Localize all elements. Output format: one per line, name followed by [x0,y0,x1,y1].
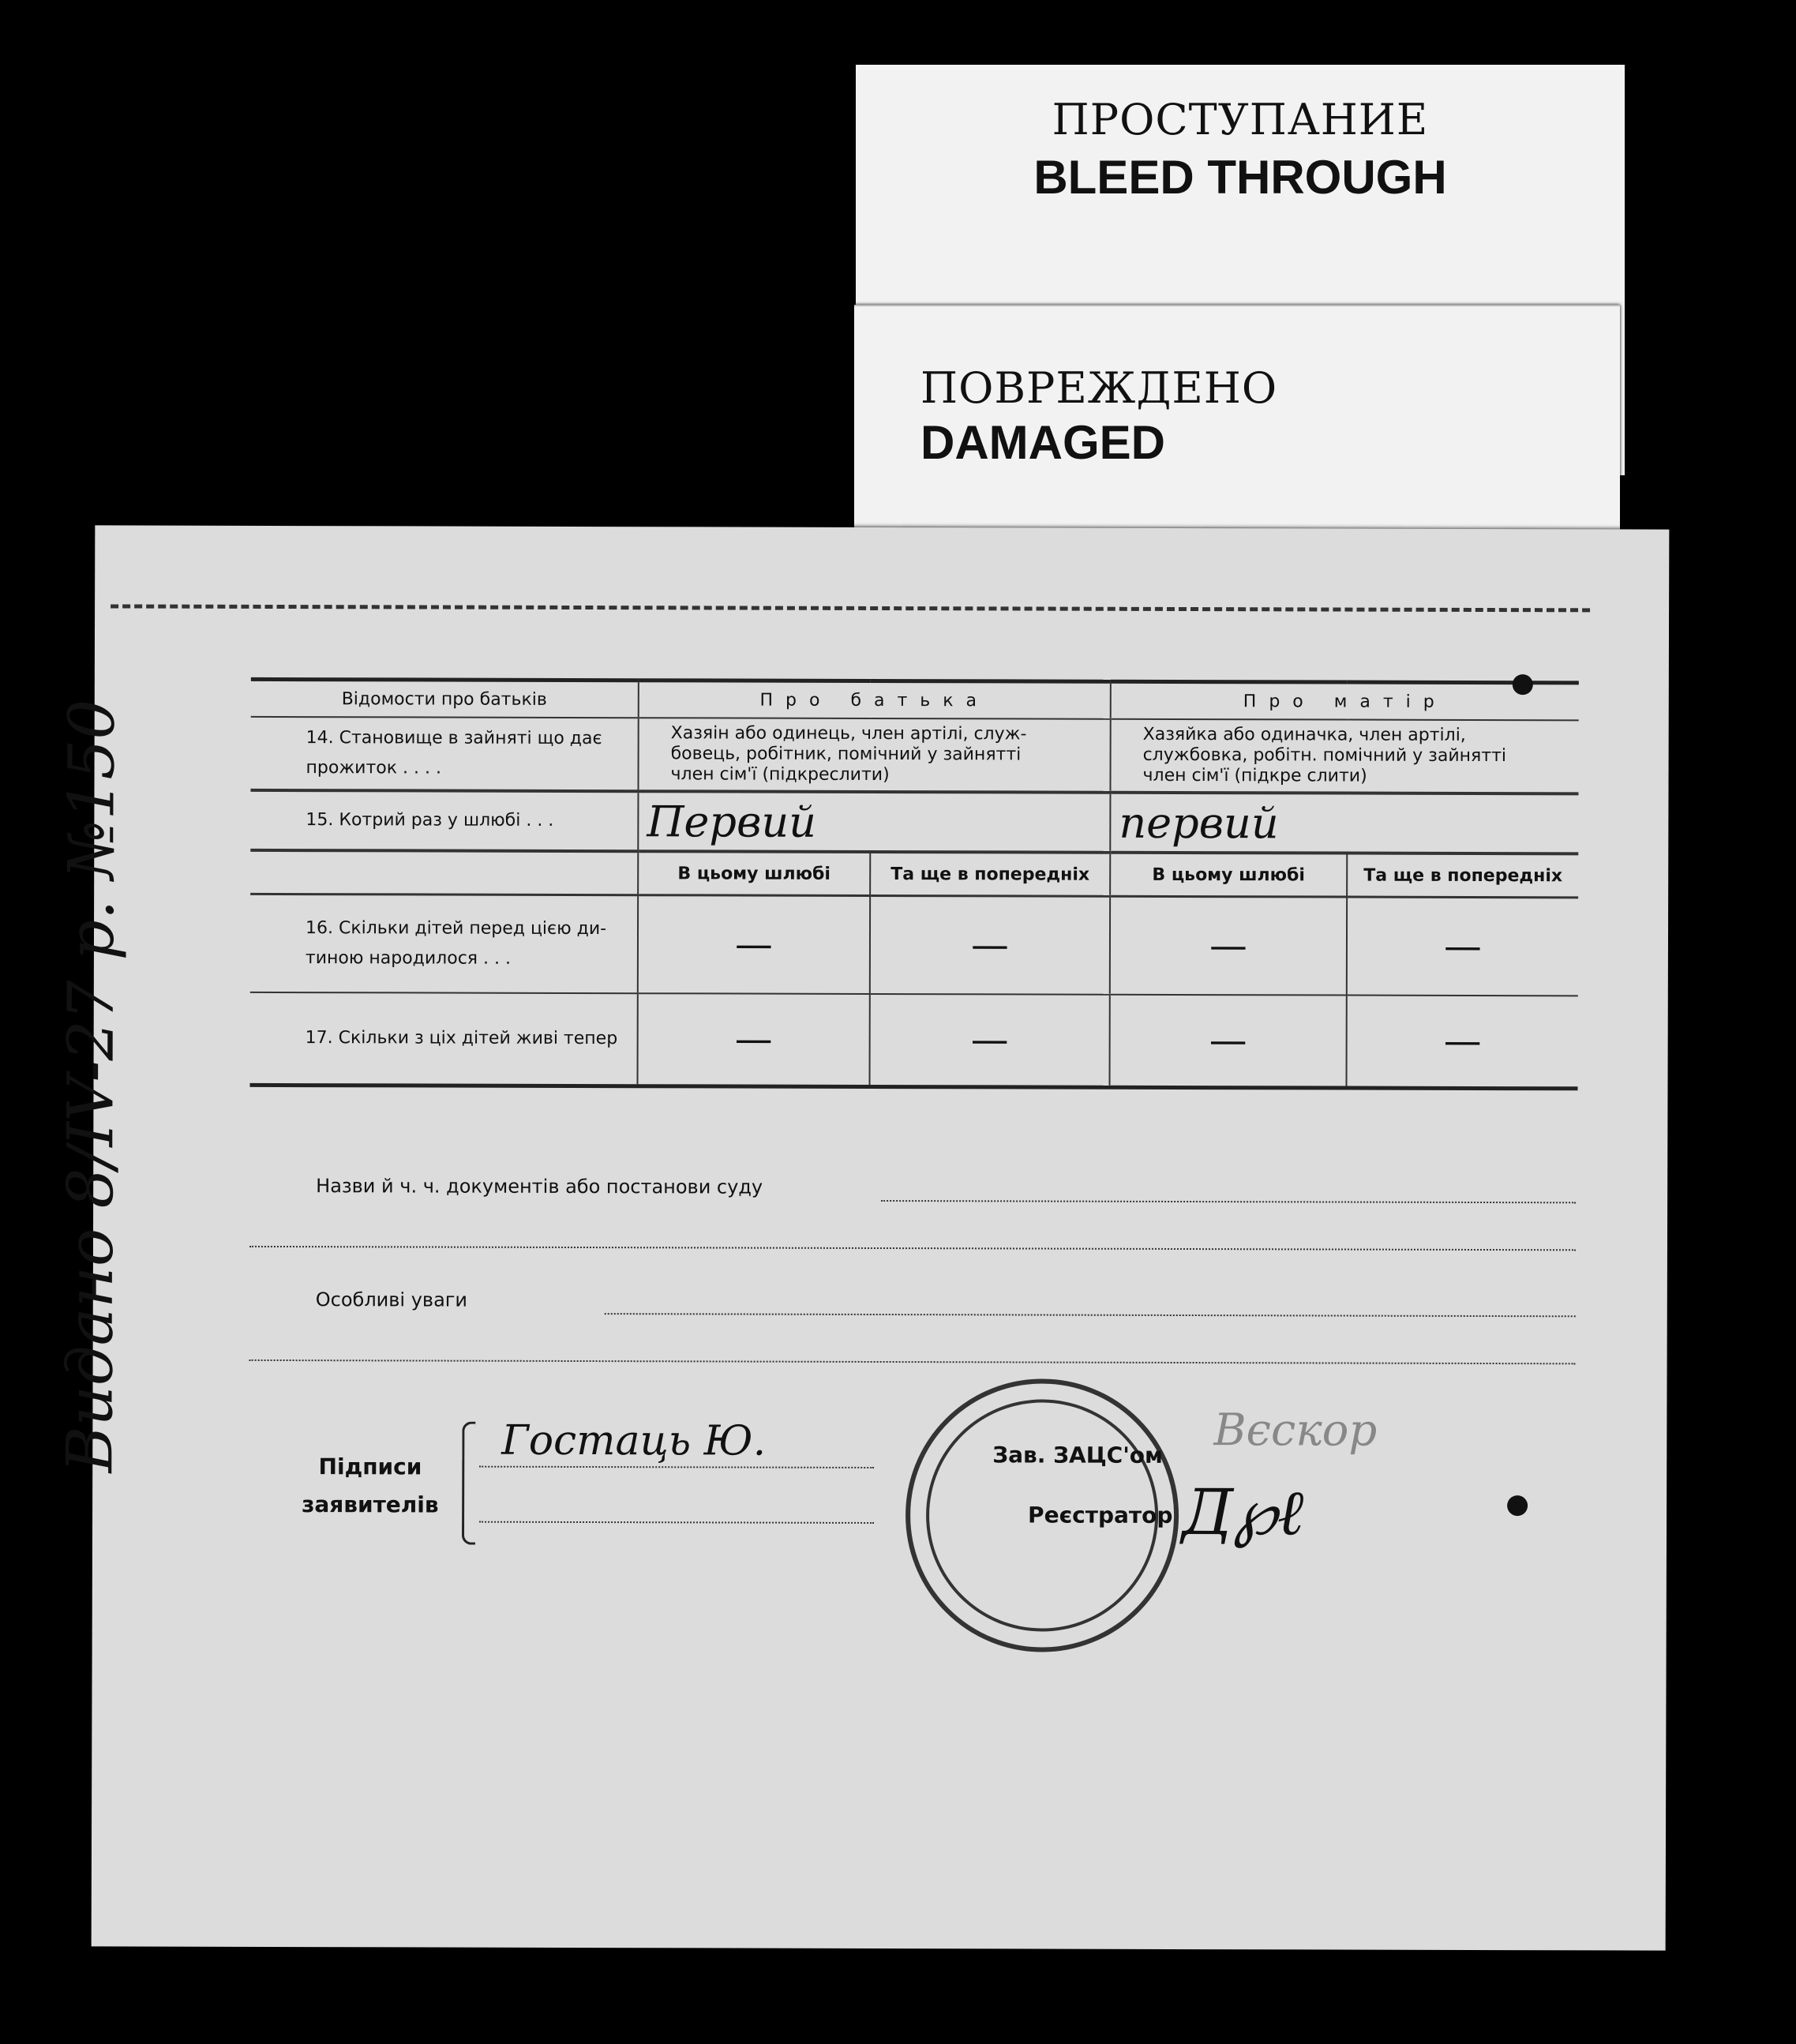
signatures-label: Підписи заявителів [302,1453,439,1518]
sub-mother-prev: Та ще в попередніх [1347,853,1578,898]
faint-handwriting: Вєскор [1213,1405,1378,1457]
remarks-label: Особливі уваги [315,1288,468,1311]
header-info: Відомости про батьків [251,681,639,718]
registry-form-sheet [53,525,1670,1950]
row15-label: 15. Котрий раз у шлюбі . . . [250,790,638,851]
documents-label: Назви й ч. ч. документів або постанови суду [316,1175,763,1198]
row16-mother-this: — [1110,896,1347,995]
row14-father-options: Хазяін або одинець, член артілі, служ- бовець, робітник, помічний у зайнятті член сім'ї (підкреслити) [638,718,1110,793]
remarks-row [249,1288,1576,1311]
damaged-ru: ПОВРЕЖДЕНО [920,363,1278,413]
applicant-signature: Гостаць Ю. [501,1416,767,1465]
documents-line [881,1200,1576,1203]
punch-hole [1513,674,1533,695]
row15-father-value: Первий [638,791,1110,853]
sub-mother-this: В цьому шлюбі [1110,853,1347,897]
registrar-signature: Д℘ℓ [1181,1476,1304,1550]
row14-mother-options: Хазяйка або одиначка, член артілі, службовка, робітн. помічний у зайнятті член сім'ї (підкре слити) [1110,719,1578,794]
row16-father-prev: — [870,895,1110,994]
damaged-card [854,305,1620,559]
bleed-through-ru: ПРОСТУПАНИЕ [1052,95,1429,144]
row17-mother-this: — [1110,995,1347,1088]
signatures-brace [462,1422,475,1545]
applicant-sig-line-1 [479,1466,874,1468]
row16-mother-prev: — [1347,897,1578,996]
header-mother: Про матір [1111,684,1579,721]
header-father: Про батька [639,682,1111,719]
parents-info-table [249,677,1578,1090]
damaged-en: DAMAGED [920,416,1165,469]
remarks-line [605,1313,1576,1317]
sub-father-this: В цьому шлюбі [638,851,870,895]
head-registry-label: Зав. ЗАЦС'ом [992,1442,1164,1468]
sub-father-prev: Та ще в попередніх [870,852,1110,896]
margin-handwritten-note: Видано 8/IV-27 р. №150 [53,699,129,1473]
remarks-line-2 [249,1360,1576,1364]
row17-father-prev: — [870,994,1110,1087]
punch-hole [1507,1495,1528,1516]
applicant-sig-line-2 [479,1521,874,1524]
row16-father-this: — [638,895,870,994]
row15-mother-value: первий [1110,793,1578,854]
row16-label: 16. Скільки дітей перед цією ди- тиною народилося . . . [250,894,638,993]
bleed-through-en: BLEED THROUGH [1033,151,1447,204]
row17-mother-prev: — [1346,996,1577,1089]
registrar-label: Реєстратор [1028,1502,1173,1528]
documents-line-2 [249,1246,1576,1251]
row17-label: 17. Скільки з ціх дітей живі тепер [250,992,638,1086]
row14-label: 14. Становище в зайняті що дає прожиток . . . . [250,717,638,791]
perforation-line [111,604,1590,612]
row17-father-this: — [638,993,870,1086]
documents-row [249,1175,1576,1198]
